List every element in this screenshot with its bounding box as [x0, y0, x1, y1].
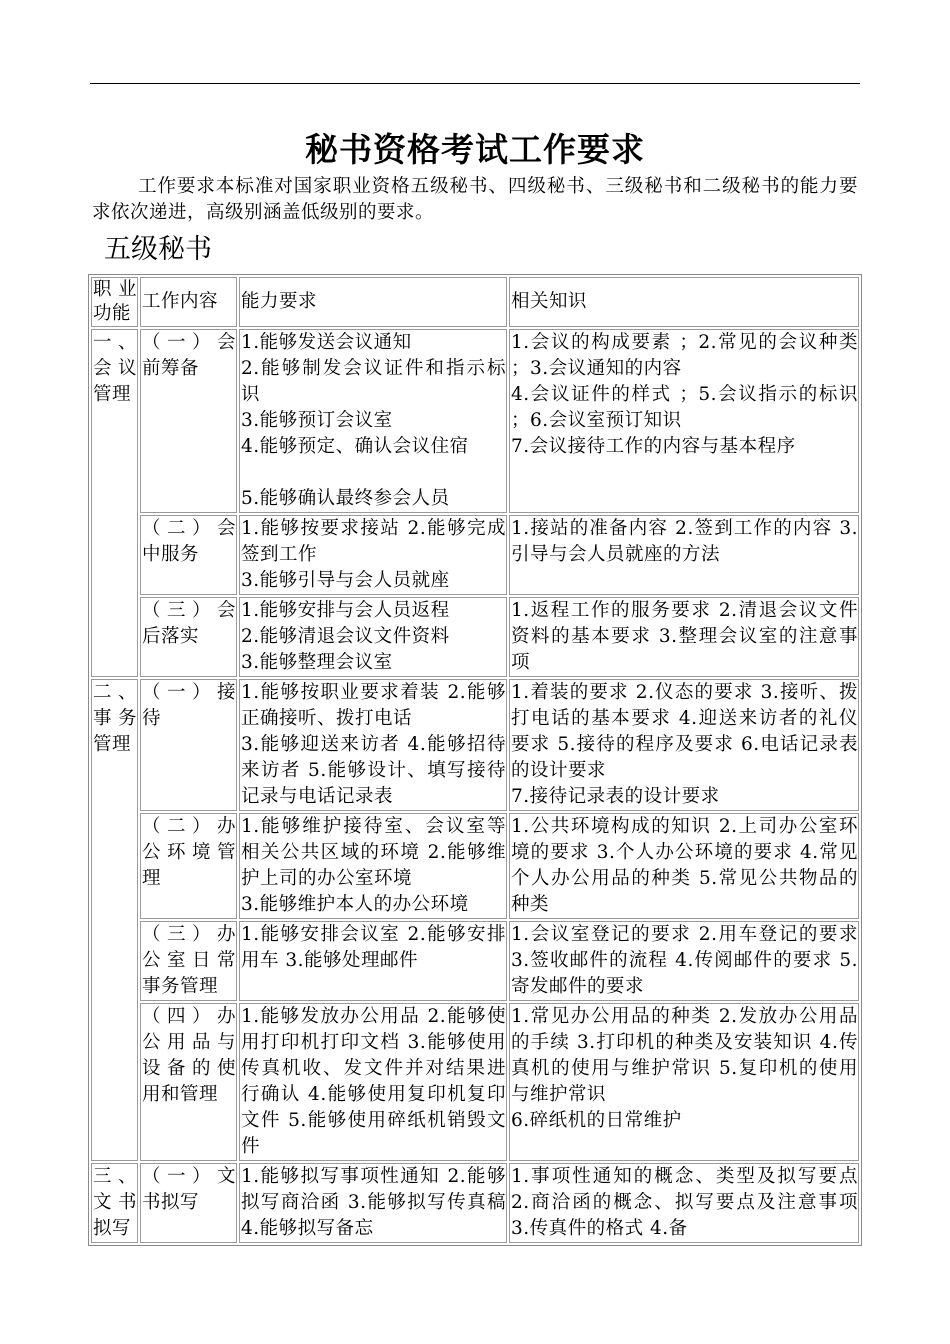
- knowledge-cell: 1.常见办公用品的种类 2.发放办公用品的手续 3.打印机的种类及安装知识 4.传真机的使用与维护常识 5.复印机的使用与维护常识 6.碎纸机的日常维护: [509, 1003, 859, 1161]
- table-header-row: [91, 277, 859, 327]
- knowledge-cell: 1.会议的构成要素 ；2.常见的会议种类 ；3.会议通知的内容 4.会议证件的样式 ；5.会议指示的标识 ；6.会议室预订知识 7.会议接待工作的内容与基本程序: [509, 329, 859, 513]
- ability-cell: 1.能够发送会议通知 2.能够制发会议证件和指示标识 3.能够预订会议室 4.能够预定、确认会议住宿 5.能够确认最终参会人员: [239, 329, 507, 513]
- header-ability: 能力要求: [239, 277, 507, 327]
- knowledge-cell: 1.接站的准备内容 2.签到工作的内容 3.引导与会人员就座的方法: [509, 515, 859, 595]
- function-cell: 一、会议管理: [91, 329, 138, 677]
- table-row: [91, 515, 859, 595]
- table-row: [91, 329, 859, 513]
- table-row: [91, 921, 859, 1001]
- table-row: [91, 597, 859, 677]
- content-cell: （三）办公室日常事务管理: [140, 921, 237, 1001]
- table-row: [91, 1163, 859, 1243]
- content-cell: （一）会前筹备: [140, 329, 237, 513]
- table-row: [91, 813, 859, 919]
- content-cell: （一）接待: [140, 679, 237, 811]
- ability-cell: 1.能够拟写事项性通知 2.能够拟写商洽函 3.能够拟写传真稿 4.能够拟写备忘: [239, 1163, 507, 1243]
- knowledge-cell: 1.着装的要求 2.仪态的要求 3.接听、拨打电话的基本要求 4.迎送来访者的礼仪要求 5.接待的程序及要求 6.电话记录表的设计要求 7.接待记录表的设计要求: [509, 679, 859, 811]
- document-title: 秘书资格考试工作要求: [305, 130, 645, 169]
- requirements-table-container: [88, 274, 862, 1239]
- table-row: [91, 679, 859, 811]
- header-function: 职业功能: [91, 277, 138, 327]
- ability-cell: 1.能够按要求接站 2.能够完成签到工作 3.能够引导与会人员就座: [239, 515, 507, 595]
- content-cell: （四）办公用品与设备的使用和管理: [140, 1003, 237, 1161]
- knowledge-cell: 1.事项性通知的概念、类型及拟写要点 2.商洽函的概念、拟写要点及注意事项 3.传真件的格式 4.备: [509, 1163, 859, 1243]
- header-content: 工作内容: [140, 277, 237, 327]
- function-cell: 二、事务管理: [91, 679, 138, 1161]
- table-row: [91, 1003, 859, 1161]
- ability-cell: 1.能够安排会议室 2.能够安排用车 3.能够处理邮件: [239, 921, 507, 1001]
- content-cell: （二）办公环境管理: [140, 813, 237, 919]
- ability-cell: 1.能够安排与会人员返程 2.能够清退会议文件资料 3.能够整理会议室: [239, 597, 507, 677]
- content-cell: （二）会中服务: [140, 515, 237, 595]
- knowledge-cell: 1.公共环境构成的知识 2.上司办公室环境的要求 3.个人办公环境的要求 4.常见个人办公用品的种类 5.常见公共物品的种类: [509, 813, 859, 919]
- section-heading: 五级秘书: [104, 234, 212, 265]
- function-cell: 三、文书拟写: [91, 1163, 138, 1243]
- knowledge-cell: 1.会议室登记的要求 2.用车登记的要求 3.签收邮件的流程 4.传阅邮件的要求 5.寄发邮件的要求: [509, 921, 859, 1001]
- ability-cell: 1.能够按职业要求着装 2.能够正确接听、拨打电话 3.能够迎送来访者 4.能够招待来访者 5.能够设计、填写接待记录与电话记录表: [239, 679, 507, 811]
- header-rule: [90, 83, 860, 84]
- intro-paragraph: 工作要求本标准对国家职业资格五级秘书、四级秘书、三级秘书和二级秘书的能力要求依次递进，高级别涵盖低级别的要求。: [92, 176, 858, 223]
- knowledge-cell: 1.返程工作的服务要求 2.清退会议文件资料的基本要求 3.整理会议室的注意事项: [509, 597, 859, 677]
- content-cell: （一）文书拟写: [140, 1163, 237, 1243]
- header-knowledge: 相关知识: [509, 277, 859, 327]
- ability-cell: 1.能够维护接待室、会议室等相关公共区域的环境 2.能够维护上司的办公室环境 3.能够维护本人的办公环境: [239, 813, 507, 919]
- content-cell: （三）会后落实: [140, 597, 237, 677]
- requirements-table: [88, 274, 862, 1246]
- ability-cell: 1.能够发放办公用品 2.能够使用打印机打印文档 3.能够使用传真机收、发文件并对结果进行确认 4.能够使用复印机复印文件 5.能够使用碎纸机销毁文件: [239, 1003, 507, 1161]
